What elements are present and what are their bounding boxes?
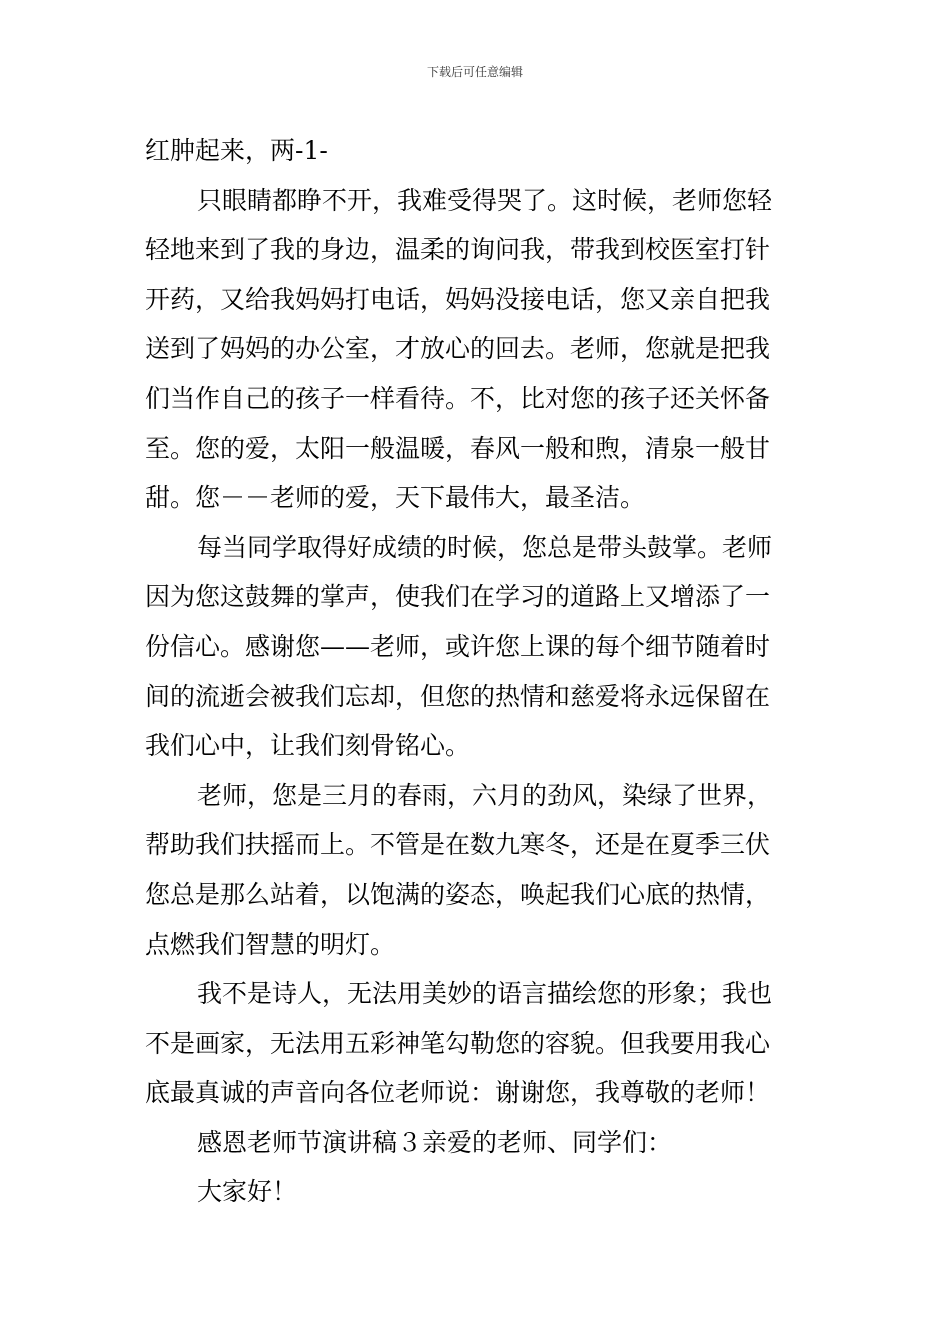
document-body <box>145 126 807 1217</box>
page-header-note: 下载后可任意编辑 <box>426 65 523 79</box>
speech-title-line: 感恩老师节演讲稿３亲爱的老师、同学们： <box>197 1127 673 1157</box>
text-line: 们当作自己的孩子一样看待。不，比对您的孩子还关怀备 <box>145 383 771 413</box>
text-line: 开药，又给我妈妈打电话，妈妈没接电话，您又亲自把我 <box>145 284 771 314</box>
greeting-line: 大家好！ <box>197 1177 298 1207</box>
text-line: 帮助我们扶摇而上。不管是在数九寒冬，还是在夏季三伏 <box>145 830 771 860</box>
paragraph-start-line: 只眼睛都睁不开，我难受得哭了。这时候，老师您轻 <box>197 185 773 215</box>
paragraph-start-line: 老师，您是三月的春雨，六月的劲风，染绿了世界， <box>197 780 773 810</box>
text-line: 送到了妈妈的办公室，才放心的回去。老师，您就是把我 <box>145 334 771 364</box>
text-line: 不是画家，无法用五彩神笔勾勒您的容貌。但我要用我心 <box>145 1028 771 1058</box>
text-line: 因为您这鼓舞的掌声，使我们在学习的道路上又增添了一 <box>145 582 771 612</box>
text-line: 轻地来到了我的身边，温柔的询问我，带我到校医室打针 <box>145 235 771 265</box>
text-line: 红肿起来，两-1- <box>145 136 328 165</box>
text-line: 份信心。感谢您——老师，或许您上课的每个细节随着时 <box>145 631 771 661</box>
text-line: 点燃我们智慧的明灯。 <box>145 929 396 959</box>
text-line: 间的流逝会被我们忘却，但您的热情和慈爱将永远保留在 <box>145 681 771 711</box>
text-line: 底最真诚的声音向各位老师说：谢谢您，我尊敬的老师！ <box>145 1078 771 1108</box>
text-line: 您总是那么站着，以饱满的姿态，唤起我们心底的热情， <box>145 879 771 909</box>
text-line: 至。您的爱，太阳一般温暖，春风一般和煦，清泉一般甘 <box>145 433 771 463</box>
text-line: 我们心中，让我们刻骨铭心。 <box>145 731 471 761</box>
paragraph-start-line: 我不是诗人，无法用美妙的语言描绘您的形象；我也 <box>197 979 773 1009</box>
text-line: 甜。您－－老师的爱，天下最伟大，最圣洁。 <box>145 483 646 513</box>
paragraph-start-line: 每当同学取得好成绩的时候，您总是带头鼓掌。老师 <box>197 532 773 562</box>
